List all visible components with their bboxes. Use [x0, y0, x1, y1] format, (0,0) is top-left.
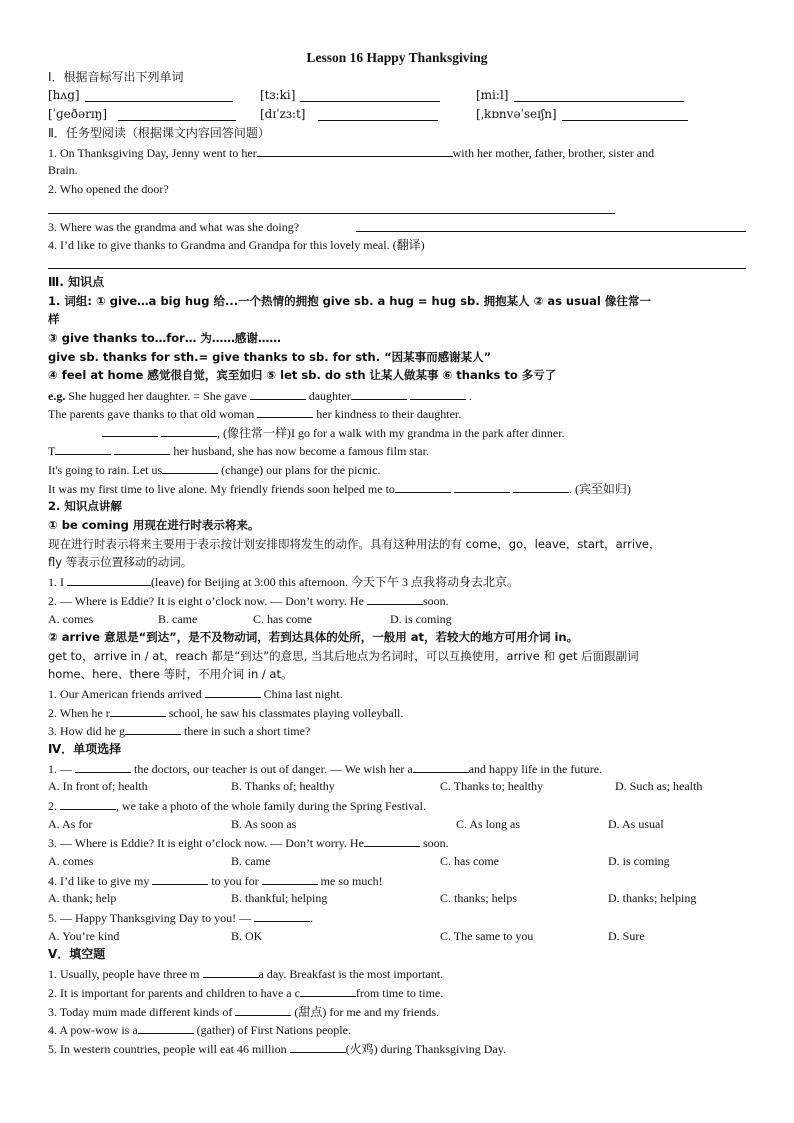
answer-blank[interactable] — [152, 872, 208, 885]
be-coming-q2 — [48, 592, 748, 609]
example-label: e.g. — [48, 389, 66, 403]
example-text: . — [468, 389, 472, 403]
answer-line[interactable] — [356, 231, 746, 232]
page-title: Lesson 16 Happy Thanksgiving — [306, 50, 488, 65]
question-text: 1. On Thanksgiving Day, Jenny went to her — [48, 146, 257, 160]
answer-blank[interactable] — [125, 722, 181, 735]
answer-blank[interactable] — [413, 760, 469, 773]
answer-blank[interactable] — [75, 760, 131, 773]
point-be-coming-desc: 现在进行时表示将来主要用于表示按计划安排即将发生的动作。具有这种用法的有 come，go，leave，start，arrive， — [48, 537, 661, 551]
answer-blank[interactable] — [395, 480, 451, 493]
example-3 — [48, 424, 748, 441]
answer-blank[interactable] — [454, 480, 510, 493]
example-text: She hugged her daughter. = She gave — [68, 389, 247, 403]
answer-blank[interactable] — [60, 797, 116, 810]
question-text: 2. — [48, 799, 57, 813]
option-c[interactable]: C. has come — [440, 854, 499, 868]
question-text: 2. It is important for parents and children to have a c — [48, 986, 300, 1000]
question-text: school, he saw his classmates playing volleyball. — [168, 706, 404, 720]
option-a[interactable]: A. comes — [48, 612, 94, 626]
example-text: T — [48, 444, 56, 458]
point-arrive-desc: get to，arrive in / at，reach 都是“到达”的意思, 当其后地点为名词时，可以互换使用，arrive 和 get 后面跟副词 — [48, 649, 639, 663]
question-text: (leave) for Beijing at 3:00 this afternoon. 今天下午 3 点我将动身去北京。 — [151, 575, 519, 589]
example-5 — [48, 461, 748, 478]
answer-blank[interactable] — [262, 872, 318, 885]
question-text: , we take a photo of the whole family during the Spring Festival. — [116, 799, 426, 813]
example-text: The parents gave thanks to that old woman — [48, 407, 255, 421]
option-b[interactable]: B. OK — [231, 929, 263, 943]
question-text: 5. — Happy Thanksgiving Day to you! — — [48, 911, 252, 925]
mc-question-4 — [48, 872, 748, 889]
example-4 — [48, 442, 748, 459]
option-d[interactable]: D. Such as; health — [615, 779, 703, 793]
phonetic-4: [ˈɡeðərɪŋ] — [48, 107, 108, 121]
answer-blank[interactable] — [203, 965, 259, 978]
answer-blank[interactable] — [257, 144, 453, 157]
answer-line[interactable] — [48, 268, 746, 269]
answer-blank[interactable] — [290, 1040, 346, 1053]
question-text: 1. Usually, people have three m — [48, 967, 200, 981]
question-text: soon. — [422, 594, 449, 608]
phrase-list-1: 1. 词组: ① give…a big hug 给...一个热情的拥抱 give sb. a hug = hug sb. 拥抱某人 ② as usual 像往常一 — [48, 294, 651, 308]
reading-question-4: 4. I’d like to give thanks to Grandma and Grandpa for this lovely meal. (翻译) — [48, 238, 425, 252]
answer-blank[interactable] — [138, 1021, 194, 1034]
answer-blank[interactable] — [118, 120, 236, 121]
point-arrive-desc-cont: home、here、there 等时，不用介词 in / at。 — [48, 667, 293, 681]
reading-question-3: 3. Where was the grandma and what was she doing? — [48, 220, 300, 234]
example-text: her husband, she has now become a famous film star. — [173, 444, 429, 458]
fill-question-2 — [48, 984, 748, 1001]
answer-blank[interactable] — [102, 424, 158, 437]
option-c[interactable]: C. As long as — [456, 817, 521, 831]
mc-question-1 — [48, 760, 748, 777]
answer-blank[interactable] — [67, 573, 151, 586]
question-text: (甜点) for me and my friends. — [294, 1005, 439, 1019]
option-c[interactable]: C. thanks; helps — [440, 891, 517, 905]
option-b[interactable]: B. came — [158, 612, 198, 626]
question-text: 3. — Where is Eddie? It is eight o’clock now. — Don’t worry. He — [48, 836, 364, 850]
answer-blank[interactable] — [235, 1003, 291, 1016]
example-1 — [48, 387, 748, 404]
section-1-heading: Ⅰ．根据音标写出下列单词 — [48, 70, 184, 84]
answer-blank[interactable] — [318, 120, 438, 121]
option-d[interactable]: D. As usual — [608, 817, 664, 831]
answer-blank[interactable] — [300, 101, 440, 102]
option-c[interactable]: C. has come — [253, 612, 312, 626]
answer-blank[interactable] — [514, 101, 684, 102]
fill-question-4 — [48, 1021, 748, 1038]
phonetic-5: [dɪˈzɜ:t] — [260, 107, 306, 121]
answer-blank[interactable] — [85, 101, 233, 102]
phrase-list-1-cont: 样 — [48, 312, 60, 326]
answer-blank[interactable] — [562, 120, 688, 121]
example-text: (change) our plans for the picnic. — [221, 463, 381, 477]
point-be-coming: ① be coming 用现在进行时表示将来。 — [48, 518, 260, 532]
mc-question-2 — [48, 797, 748, 814]
phonetic-2: [tɜ:ki] — [260, 88, 296, 102]
answer-blank[interactable] — [114, 442, 170, 455]
example-text: It's going to rain. Let us — [48, 463, 163, 477]
mc-question-3 — [48, 834, 748, 851]
answer-blank[interactable] — [513, 480, 569, 493]
question-text: me so much! — [320, 874, 383, 888]
option-b[interactable]: B. As soon as — [231, 817, 297, 831]
question-text: there in such a short time? — [184, 724, 311, 738]
question-text: 3. Today mum made different kinds of — [48, 1005, 233, 1019]
example-text: . (宾至如归) — [568, 482, 631, 496]
mc-question-5 — [48, 909, 748, 926]
question-text: and happy life in the future. — [468, 762, 603, 776]
question-text: 1. Our American friends arrived — [48, 687, 202, 701]
question-text: 1. I — [48, 575, 64, 589]
section-5-heading: Ⅴ．填空题 — [48, 947, 106, 961]
explanation-heading: 2. 知识点讲解 — [48, 499, 122, 513]
question-text: (火鸡) during Thanksgiving Day. — [345, 1042, 506, 1056]
question-text: China last night. — [263, 687, 343, 701]
option-d[interactable]: D. thanks; helping — [608, 891, 697, 905]
question-text: with her mother, father, brother, sister and — [452, 146, 655, 160]
question-text: 5. In western countries, people will eat 46 million — [48, 1042, 287, 1056]
question-text: 4. A pow-wow is a — [48, 1023, 138, 1037]
question-text: 1. — — [48, 762, 72, 776]
answer-blank[interactable] — [254, 909, 310, 922]
reading-question-2: 2. Who opened the door? — [48, 182, 169, 196]
example-text: , (像往常一样)I go for a walk with my grandma in the park after dinner. — [217, 426, 565, 440]
be-coming-q1 — [48, 573, 748, 590]
question-text: from time to time. — [355, 986, 444, 1000]
answer-blank[interactable] — [205, 685, 261, 698]
answer-blank[interactable] — [257, 405, 313, 418]
phonetic-3: [mi:l] — [476, 88, 509, 102]
question-text: 4. I’d like to give my — [48, 874, 150, 888]
answer-blank[interactable] — [351, 387, 407, 400]
question-text: soon. — [422, 836, 449, 850]
question-text: (gather) of First Nations people. — [196, 1023, 351, 1037]
option-d[interactable]: D. Sure — [608, 929, 645, 943]
option-a[interactable]: A. You’re kind — [48, 929, 120, 943]
fill-question-1 — [48, 965, 748, 982]
reading-question-1-cont: Brain. — [48, 163, 78, 177]
question-text: 3. How did he g — [48, 724, 125, 738]
option-b[interactable]: B. Thanks of; healthy — [231, 779, 335, 793]
phrase-item-3-note: give sb. thanks for sth.= give thanks to sb. for sth. “因某事而感谢某人” — [48, 350, 492, 364]
phrase-item-3: ③ give thanks to…for… 为……感谢…… — [48, 331, 281, 345]
reading-question-1 — [48, 144, 748, 161]
option-d[interactable]: D. is coming — [608, 854, 670, 868]
answer-line[interactable] — [48, 213, 615, 214]
phrase-items-4-6: ④ feel at home 感觉很自觉，宾至如归 ⑤ let sb. do sth 让某人做某事 ⑥ thanks to 多亏了 — [48, 368, 557, 382]
phonetic-6: [ˌkɒnvəˈseɪʃn] — [476, 107, 557, 121]
arrive-q3 — [48, 722, 748, 739]
option-a[interactable]: A. comes — [48, 854, 94, 868]
example-6 — [48, 480, 748, 497]
answer-blank[interactable] — [162, 461, 218, 474]
answer-blank[interactable] — [300, 984, 356, 997]
question-text: to you for — [211, 874, 259, 888]
section-4-heading: Ⅳ．单项选择 — [48, 742, 122, 756]
example-text: daughter — [308, 389, 351, 403]
fill-question-3 — [48, 1003, 748, 1020]
option-a[interactable]: A. As for — [48, 817, 93, 831]
phonetic-1: [hʌg] — [48, 88, 80, 102]
answer-blank[interactable] — [410, 387, 466, 400]
point-be-coming-desc-cont: fly 等表示位置移动的动词。 — [48, 555, 193, 569]
answer-blank[interactable] — [364, 834, 420, 847]
option-d[interactable]: D. is coming — [390, 612, 452, 626]
example-2 — [48, 405, 748, 422]
option-b[interactable]: B. thankful; helping — [231, 891, 328, 905]
option-c[interactable]: C. The same to you — [440, 929, 534, 943]
arrive-q1 — [48, 685, 748, 702]
section-3-heading: Ⅲ. 知识点 — [48, 275, 105, 289]
answer-blank[interactable] — [367, 592, 423, 605]
question-text: 2. When he r — [48, 706, 110, 720]
answer-blank[interactable] — [110, 704, 166, 717]
option-a[interactable]: A. In front of; health — [48, 779, 148, 793]
answer-blank[interactable] — [161, 424, 217, 437]
option-a[interactable]: A. thank; help — [48, 891, 117, 905]
example-text: her kindness to their daughter. — [316, 407, 462, 421]
fill-question-5 — [48, 1040, 748, 1057]
option-c[interactable]: C. Thanks to; healthy — [440, 779, 544, 793]
answer-blank[interactable] — [55, 442, 111, 455]
question-text: . — [310, 911, 314, 925]
question-text: a day. Breakfast is the most important. — [258, 967, 444, 981]
section-2-heading: Ⅱ．任务型阅读（根据课文内容回答问题） — [48, 126, 270, 140]
question-text: the doctors, our teacher is out of danger. — We wish her a — [134, 762, 413, 776]
option-b[interactable]: B. came — [231, 854, 271, 868]
answer-blank[interactable] — [250, 387, 306, 400]
example-text: It was my first time to live alone. My friendly friends soon helped me to — [48, 482, 395, 496]
arrive-q2 — [48, 704, 748, 721]
point-arrive: ② arrive 意思是“到达”，是不及物动词，若到达具体的处所，一般用 at，若较大的地方可用介词 in。 — [48, 630, 579, 644]
question-text: 2. — Where is Eddie? It is eight o’clock now. — Don’t worry. He — [48, 594, 364, 608]
